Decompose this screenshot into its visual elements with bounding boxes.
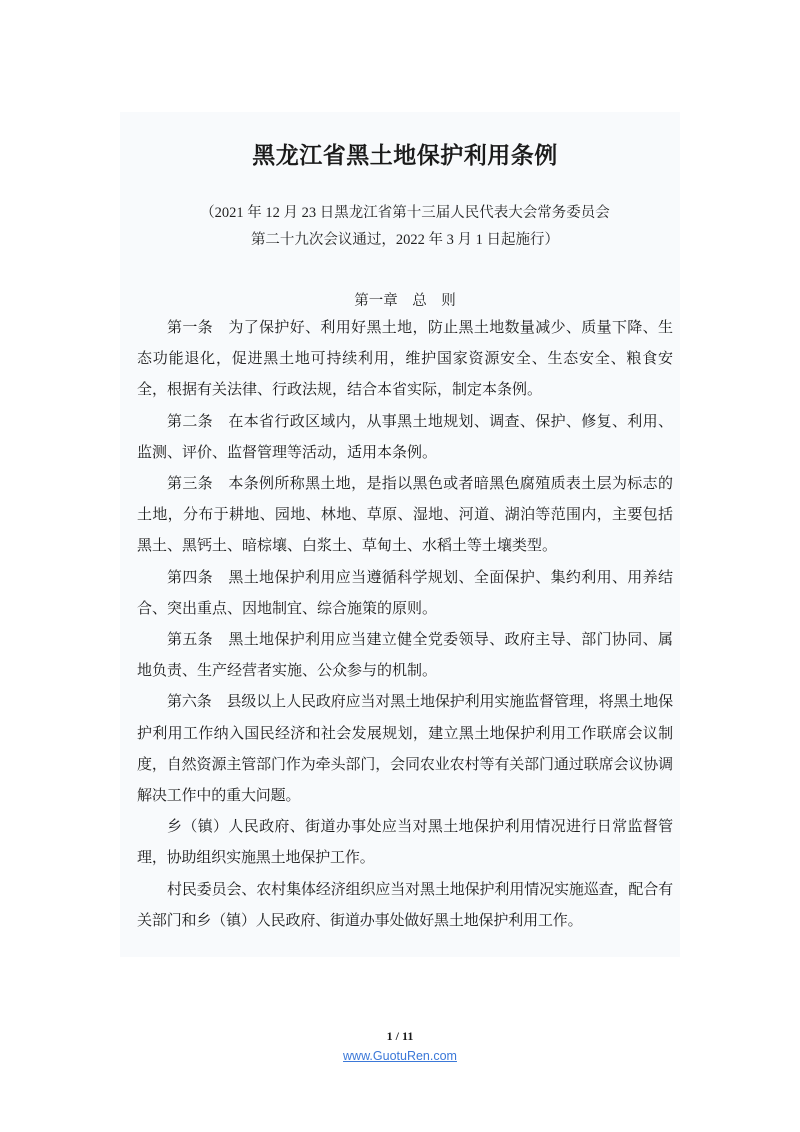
page-footer xyxy=(0,1028,800,1065)
subtitle-line-2: 第二十九次会议通过，2022 年 3 月 1 日起施行） xyxy=(250,232,560,248)
subtitle-line-1: （2021 年 12 月 23 日黑龙江省第十三届人民代表大会常务委员会 xyxy=(200,205,610,221)
article-paragraph: 第二条 在本省行政区域内，从事黑土地规划、调查、保护、修复、利用、监测、评价、监督管理等活动，适用本条例。 xyxy=(137,412,673,461)
article-paragraph: 乡（镇）人民政府、街道办事处应当对黑土地保护利用情况进行日常监督管理，协助组织实施黑土地保护工作。 xyxy=(137,818,673,867)
article-paragraph: 第三条 本条例所称黑土地，是指以黑色或者暗黑色腐殖质表土层为标志的土地，分布于耕地、园地、林地、草原、湿地、河道、湖泊等范围内，主要包括黑土、黑钙土、暗棕壤、白浆土、草甸土、水稻土等土壤类型。 xyxy=(137,475,673,555)
article-paragraph: 第一条 为了保护好、利用好黑土地，防止黑土地数量减少、质量下降、生态功能退化，促进黑土地可持续利用，维护国家资源安全、生态安全、粮食安全，根据有关法律、行政法规，结合本省实际，制定本条例。 xyxy=(137,319,673,399)
article-paragraph: 第五条 黑土地保护利用应当建立健全党委领导、政府主导、部门协同、属地负责、生产经营者实施、公众参与的机制。 xyxy=(137,631,673,680)
page-number: 1 / 11 xyxy=(386,1029,414,1043)
page-title: 黑龙江省黑土地保护利用条例 xyxy=(252,142,558,168)
article-paragraph: 村民委员会、农村集体经济组织应当对黑土地保护利用情况实施巡查，配合有关部门和乡（镇）人民政府、街道办事处做好黑土地保护利用工作。 xyxy=(137,880,673,929)
site-url-link[interactable]: www.GuotuRen.com xyxy=(343,1049,457,1063)
document-subtitle xyxy=(137,200,673,254)
chapter-heading: 第一章 总 则 xyxy=(354,293,456,309)
article-paragraph: 第四条 黑土地保护利用应当遵循科学规划、全面保护、集约利用、用养结合、突出重点、因地制宜、综合施策的原则。 xyxy=(137,568,673,617)
document-body xyxy=(137,112,673,936)
article-paragraph: 第六条 县级以上人民政府应当对黑土地保护利用实施监督管理，将黑土地保护利用工作纳入国民经济和社会发展规划，建立黑土地保护利用工作联席会议制度，自然资源主管部门作为牵头部门，会同农业农村等有关部门通过联席会议协调解决工作中的重大问题。 xyxy=(137,693,673,805)
